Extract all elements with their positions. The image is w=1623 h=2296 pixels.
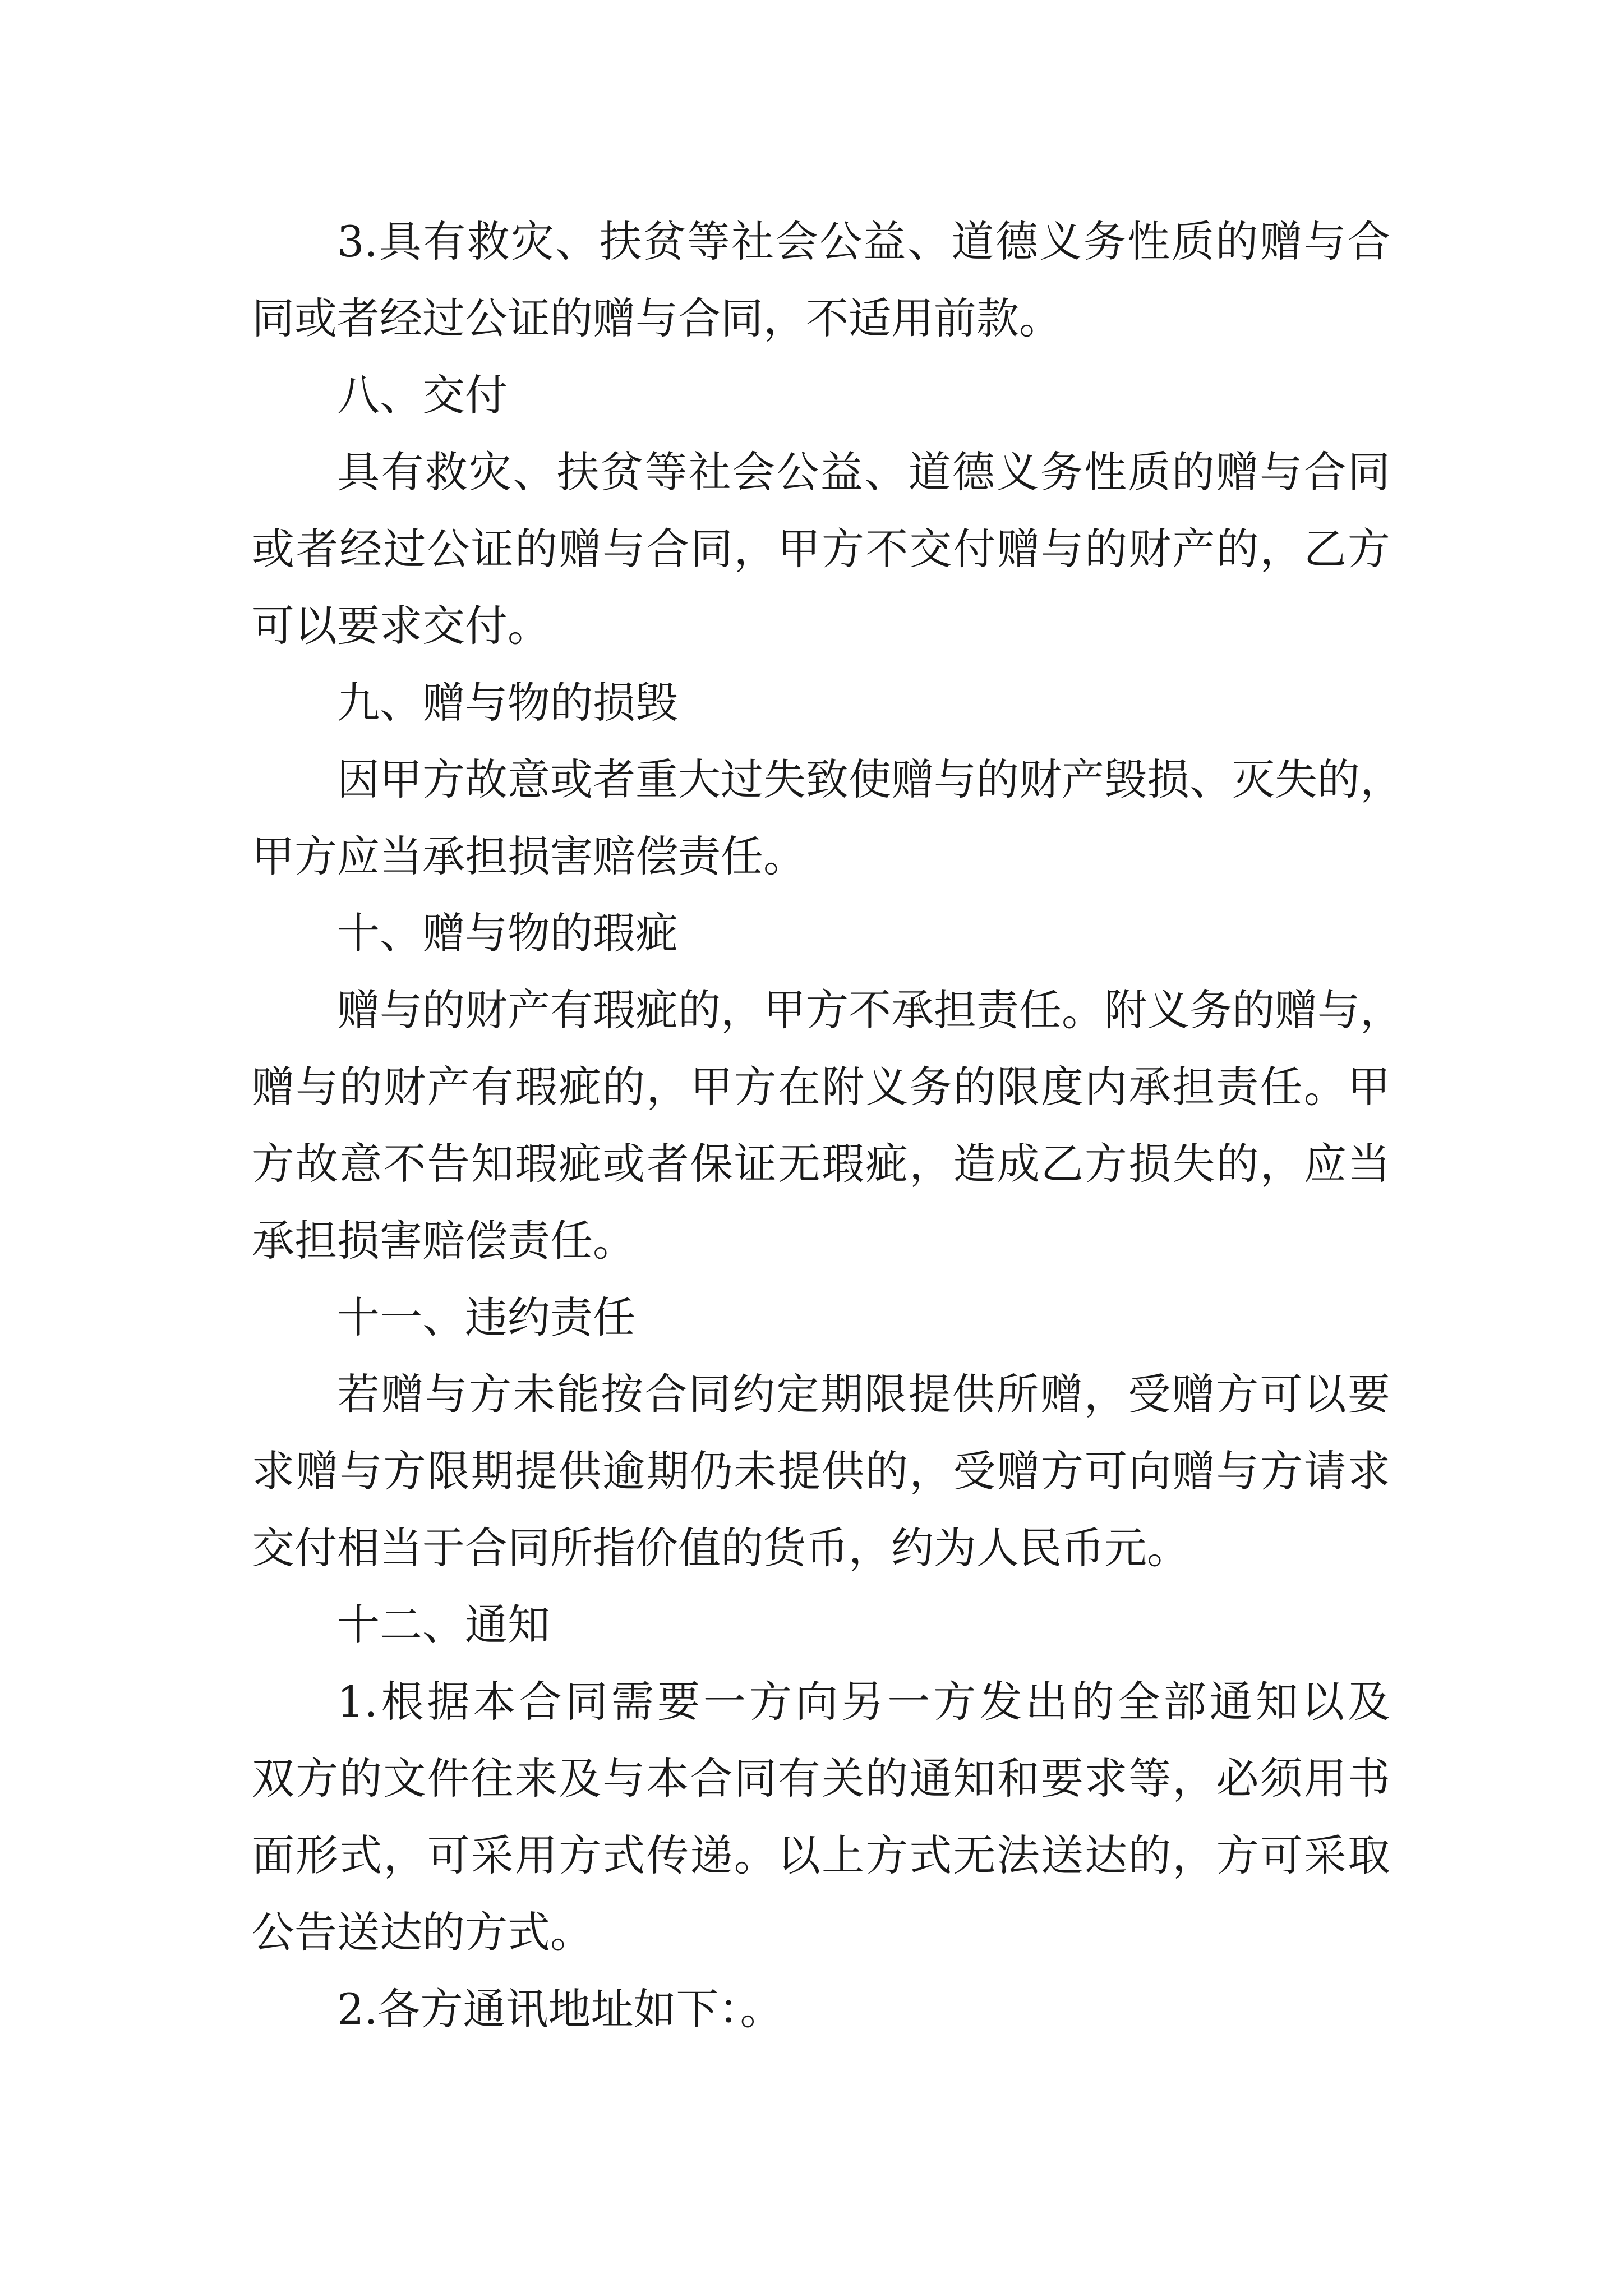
paragraph-line: 2.各方通讯地址如下：。: [337, 1984, 783, 2034]
paragraph-line: 同或者经过公证的赠与合同，不适用前款。: [252, 293, 1062, 343]
section-heading-breach: 十一、违约责任: [337, 1292, 635, 1342]
paragraph-line: 赠与的财产有瑕疵的，甲方在附义务的限度内承担责任。甲: [252, 1062, 1390, 1112]
paragraph-line: 求赠与方限期提供逾期仍未提供的，受赠方可向赠与方请求: [252, 1446, 1390, 1496]
paragraph-line: 面形式，可采用方式传递。以上方式无法送达的，方可采取: [252, 1830, 1390, 1880]
paragraph-line: 公告送达的方式。: [252, 1907, 593, 1957]
paragraph-line: 交付相当于合同所指价值的货币，约为人民币元。: [252, 1523, 1189, 1573]
section-heading-defects: 十、赠与物的瑕疵: [337, 908, 678, 958]
paragraph-line: 3.具有救灾、扶贫等社会公益、道德义务性质的赠与合: [337, 217, 1390, 266]
section-heading-damage: 九、赠与物的损毁: [337, 678, 678, 728]
paragraph-line: 方故意不告知瑕疵或者保证无瑕疵，造成乙方损失的，应当: [252, 1139, 1390, 1189]
section-heading-notice: 十二、通知: [337, 1600, 550, 1650]
paragraph-line: 具有救灾、扶贫等社会公益、道德义务性质的赠与合同: [337, 447, 1390, 497]
paragraph-line: 双方的文件往来及与本合同有关的通知和要求等，必须用书: [252, 1754, 1390, 1803]
paragraph-line: 赠与的财产有瑕疵的，甲方不承担责任。附义务的赠与，: [337, 985, 1403, 1035]
paragraph-line: 1.根据本合同需要一方向另一方发出的全部通知以及: [337, 1677, 1390, 1727]
document-body: [252, 203, 1403, 2047]
paragraph-line: 可以要求交付。: [252, 601, 550, 651]
section-heading-delivery: 八、交付: [337, 370, 508, 420]
paragraph-line: 承担损害赔偿责任。: [252, 1216, 635, 1266]
paragraph-line: 甲方应当承担损害赔偿责任。: [252, 831, 806, 881]
paragraph-line: 若赠与方未能按合同约定期限提供所赠，受赠方可以要: [337, 1369, 1390, 1419]
paragraph-line: 或者经过公证的赠与合同，甲方不交付赠与的财产的，乙方: [252, 524, 1390, 574]
paragraph-line: 因甲方故意或者重大过失致使赠与的财产毁损、灭失的，: [337, 754, 1403, 804]
